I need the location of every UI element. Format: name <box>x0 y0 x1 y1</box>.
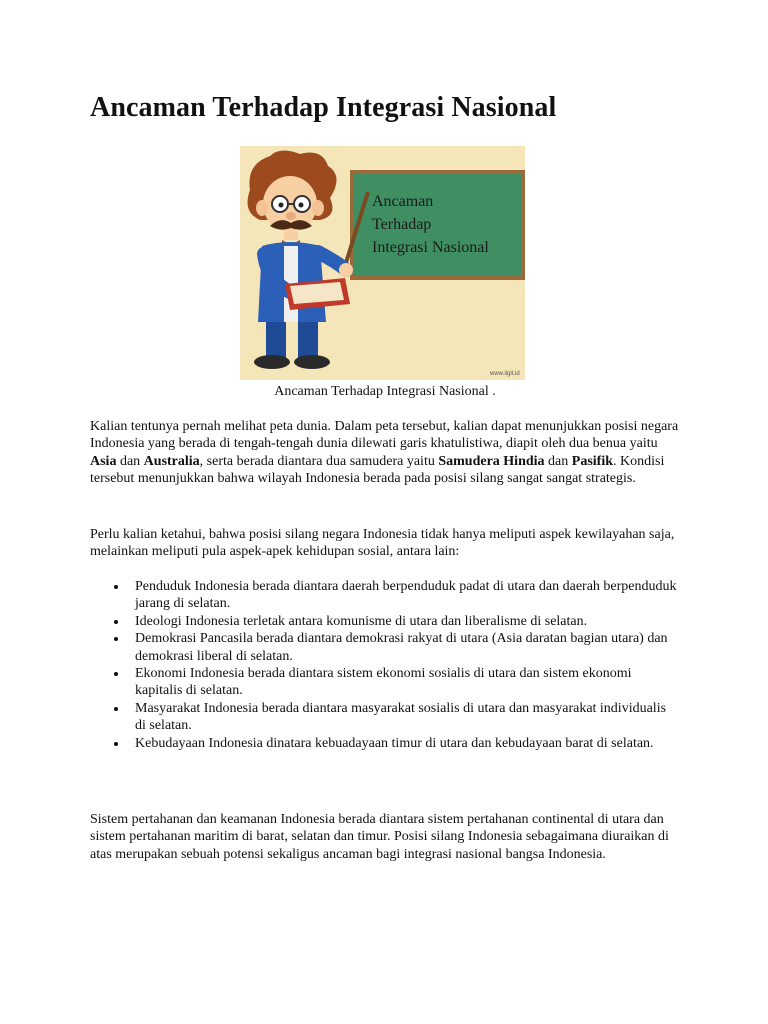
page-title: Ancaman Terhadap Integrasi Nasional <box>90 92 557 123</box>
bold-pasifik: Pasifik <box>571 453 613 469</box>
bold-samudera-hindia: Samudera Hindia <box>438 453 545 469</box>
paragraph-aspects: Perlu kalian ketahui, bahwa posisi silang negara Indonesia tidak hanya meliputi aspek kewilayahan saja, melainkan meliputi pula aspek-apek kehidupan sosial, antara lain: <box>90 527 675 560</box>
board-line-1: Ancaman <box>372 193 434 210</box>
teacher-illustration <box>240 146 525 380</box>
list-item: Penduduk Indonesia berada diantara daerah berpenduduk padat di utara dan daerah berpenduduk jarang di selatan. <box>90 578 680 613</box>
list-item: Demokrasi Pancasila berada diantara demokrasi rakyat di utara (Asia daratan bagian utara) dan demokrasi liberal di selatan. <box>90 630 680 665</box>
board-line-2: Terhadap <box>372 216 432 233</box>
list-item: Kebudayaan Indonesia dinatara kebuadayaan timur di utara dan kebudayaan barat di selatan. <box>90 735 680 752</box>
bold-australia: Australia <box>143 453 200 469</box>
aspects-list <box>90 578 680 752</box>
board-line-3: Integrasi Nasional <box>372 239 489 256</box>
list-item: Ideologi Indonesia terletak antara komunisme di utara dan liberalisme di selatan. <box>90 613 680 630</box>
paragraph-intro: Kalian tentunya pernah melihat peta dunia. Dalam peta tersebut, kalian dapat menunjukkan posisi negara Indonesia yang berada di tengah-tengah dunia dilewati garis khatulistiwa, diapit oleh dua benua yaitu Asia dan Australia, serta berada diantara dua samudera yaitu Samudera Hindia dan Pasifik. Kondisi tersebut menunjukkan bahwa wilayah Indonesia berada pada posisi silang sangat sangat strategis. <box>90 419 679 487</box>
bold-asia: Asia <box>90 453 117 469</box>
image-watermark: www.ilgit.id <box>490 371 520 377</box>
paragraph-defense: Sistem pertahanan dan keamanan Indonesia berada diantara sistem pertahanan continental di utara dan sistem pertahanan maritim di barat, selatan dan timur. Posisi silang Indonesia sebagaimana diuraikan di atas merupakan sebuah potensi sekaligus ancaman bagi integrasi nasional bangsa Indonesia. <box>90 812 669 862</box>
teacher-pointing-chalkboard-image <box>240 146 525 380</box>
list-item: Ekonomi Indonesia berada diantara sistem ekonomi sosialis di utara dan sistem ekonomi kapitalis di selatan. <box>90 665 680 700</box>
figure-caption: Ancaman Terhadap Integrasi Nasional . <box>274 384 496 399</box>
list-item: Masyarakat Indonesia berada diantara masyarakat sosialis di utara dan masyarakat individualis di selatan. <box>90 700 680 735</box>
